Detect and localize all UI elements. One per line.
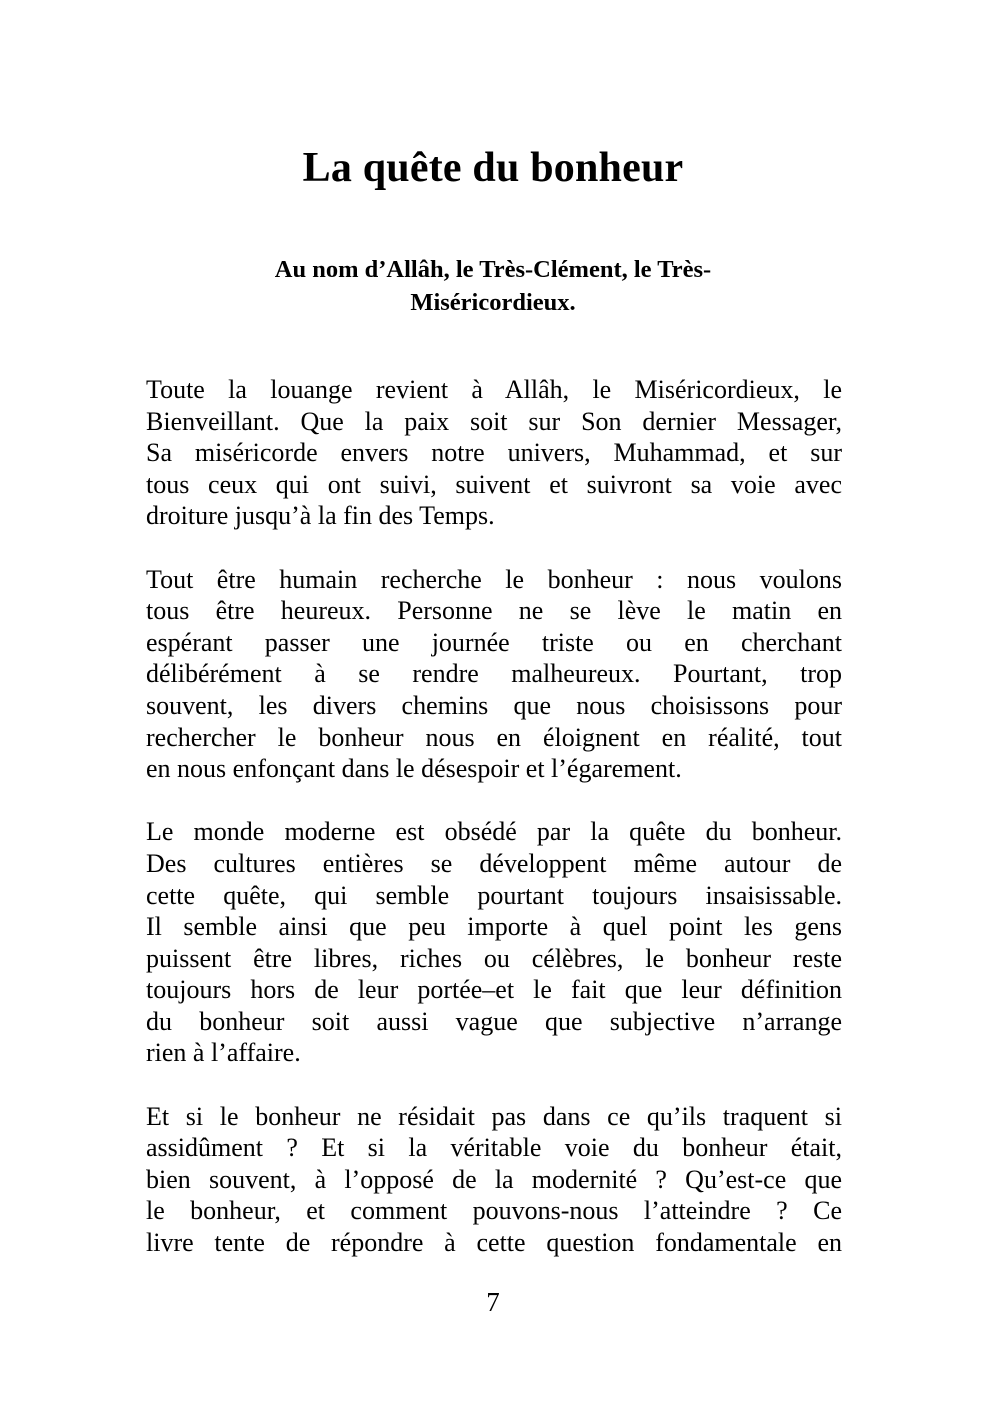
text-line: délibérément à se rendre malheureux. Pourtant, trop — [146, 659, 842, 689]
page-number: 7 — [486, 1287, 500, 1317]
text-line: Et si le bonheur ne résidait pas dans ce qu’ils traquent si — [146, 1101, 842, 1131]
text-line: assidûment ? Et si la véritable voie du bonheur était, — [146, 1133, 842, 1163]
text-line: du bonheur soit aussi vague que subjective n’arrange — [146, 1006, 842, 1036]
text-line: souvent, les divers chemins que nous choisissons pour — [146, 690, 842, 720]
text-line: bien souvent, à l’opposé de la modernité ? Qu’est-ce que — [146, 1164, 842, 1194]
text-line: livre tente de répondre à cette question fondamentale en — [146, 1228, 842, 1258]
text-line: rechercher le bonheur nous en éloignent en réalité, tout — [146, 722, 842, 752]
text-line: toujours hors de leur portée–et le fait que leur définition — [146, 975, 842, 1005]
basmala-line: Miséricordieux. — [410, 289, 576, 316]
text-line: Tout être humain recherche le bonheur : nous voulons — [146, 564, 842, 594]
text-line: le bonheur, et comment pouvons-nous l’atteindre ? Ce — [146, 1196, 842, 1226]
body-text — [146, 374, 842, 1290]
text-line: tous être heureux. Personne ne se lève le matin en — [146, 596, 842, 626]
text-line: espérant passer une journée triste ou en cherchant — [146, 627, 842, 657]
text-line: en nous enfonçant dans le désespoir et l’égarement. — [146, 754, 682, 784]
text-line: Sa miséricorde envers notre univers, Muhammad, et sur — [146, 438, 842, 468]
basmala-line: Au nom d’Allâh, le Très-Clément, le Très- — [274, 256, 712, 283]
text-line: Bienveillant. Que la paix soit sur Son dernier Messager, — [146, 406, 842, 436]
basmala-heading — [200, 253, 786, 319]
paragraph-human-seeks-happiness — [146, 564, 842, 785]
text-line: rien à l’affaire. — [146, 1038, 301, 1068]
text-line: Toute la louange revient à Allâh, le Miséricordieux, le — [146, 375, 842, 404]
paragraph-questions — [146, 1101, 842, 1259]
text-line: tous ceux qui ont suivi, suivent et suivront sa voie avec — [146, 469, 842, 499]
text-line: droiture jusqu’à la fin des Temps. — [146, 501, 495, 531]
text-line: puissent être libres, riches ou célèbres, le bonheur reste — [146, 943, 842, 973]
text-line: Le monde moderne est obsédé par la quête du bonheur. — [146, 817, 842, 847]
paragraph-praise — [146, 374, 842, 532]
chapter-title: La quête du bonheur — [302, 145, 684, 191]
paragraph-modern-world — [146, 816, 842, 1069]
text-line: Des cultures entières se développent même autour de — [146, 848, 842, 878]
text-line: cette quête, qui semble pourtant toujours insaisissable. — [146, 880, 842, 910]
text-line: Il semble ainsi que peu importe à quel point les gens — [146, 912, 842, 942]
